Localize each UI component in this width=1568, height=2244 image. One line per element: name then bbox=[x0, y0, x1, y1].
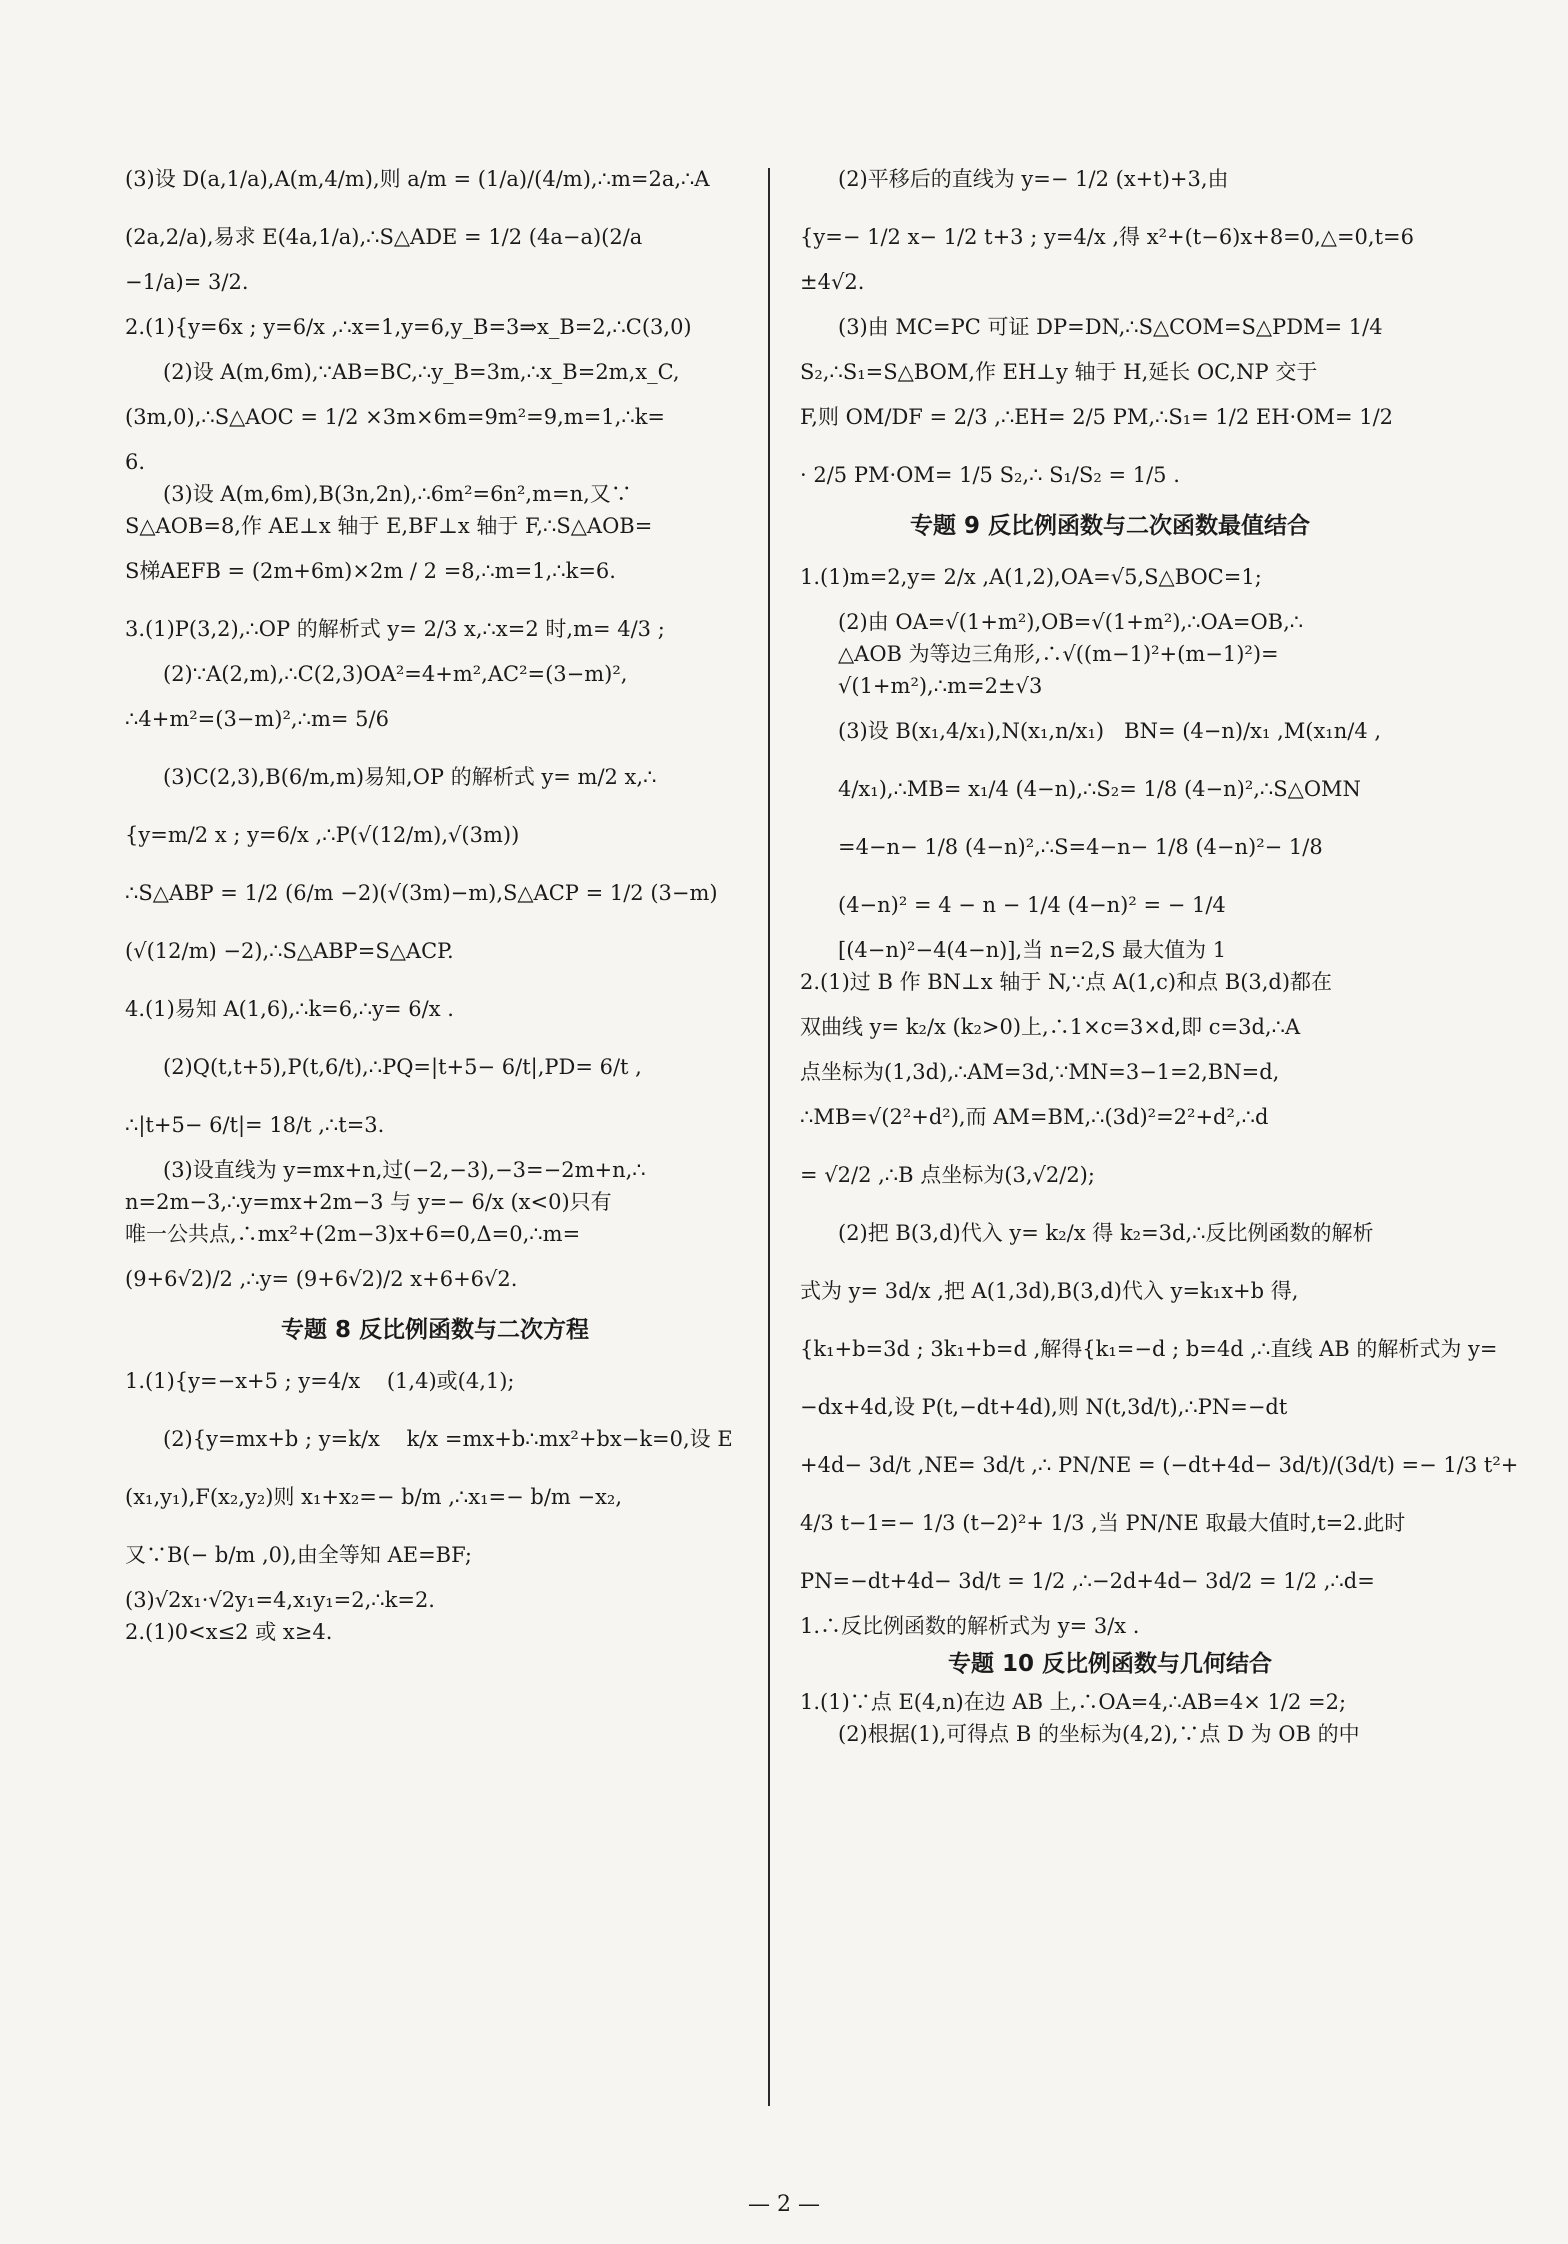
text-line: √(1+m²),∴m=2±√3 bbox=[838, 674, 1043, 698]
text-line: (2)把 B(3,d)代入 y= k₂/x 得 k₂=3d,∴反比例函数的解析 bbox=[838, 1221, 1374, 1245]
text-line: · 2/5 PM·OM= 1/5 S₂,∴ S₁/S₂ = 1/5 . bbox=[800, 463, 1180, 487]
text-line: F,则 OM/DF = 2/3 ,∴EH= 2/5 PM,∴S₁= 1/2 EH·OM= 1/2 bbox=[800, 405, 1394, 429]
text-line: [(4−n)²−4(4−n)],当 n=2,S 最大值为 1 bbox=[838, 938, 1227, 962]
text-line: (3)设 A(m,6m),B(3n,2n),∴6m²=6n²,m=n,又∵ bbox=[163, 482, 632, 506]
text-line: ±4√2. bbox=[800, 270, 865, 294]
text-line: (2){y=mx+b ; y=k/x k/x =mx+b∴mx²+bx−k=0,设 E bbox=[163, 1427, 733, 1451]
text-line: (3)设直线为 y=mx+n,过(−2,−3),−3=−2m+n,∴ bbox=[163, 1158, 646, 1182]
text-line: △AOB 为等边三角形,∴√((m−1)²+(m−1)²)= bbox=[838, 642, 1279, 666]
text-line: (9+6√2)/2 ,∴y= (9+6√2)/2 x+6+6√2. bbox=[125, 1267, 518, 1291]
section-heading-9: 专题 9 反比例函数与二次函数最值结合 bbox=[909, 513, 1311, 539]
text-line: (3)设 B(x₁,4/x₁),N(x₁,n/x₁) BN= (4−n)/x₁ ,M(x₁n/4 , bbox=[838, 719, 1382, 743]
text-line: S梯AEFB = (2m+6m)×2m / 2 =8,∴m=1,∴k=6. bbox=[125, 559, 616, 583]
text-line: +4d− 3d/t ,NE= 3d/t ,∴ PN/NE = (−dt+4d− 3d/t)/(3d/t) =− 1/3 t²+ bbox=[800, 1453, 1519, 1477]
text-line: 式为 y= 3d/x ,把 A(1,3d),B(3,d)代入 y=k₁x+b 得, bbox=[800, 1279, 1299, 1303]
text-line: S₂,∴S₁=S△BOM,作 EH⊥y 轴于 H,延长 OC,NP 交于 bbox=[800, 360, 1318, 384]
text-line: 又∵B(− b/m ,0),由全等知 AE=BF; bbox=[125, 1543, 473, 1567]
text-line: (3)设 D(a,1/a),A(m,4/m),则 a/m = (1/a)/(4/m),∴m=2a,∴A bbox=[125, 167, 710, 191]
text-line: −dx+4d,设 P(t,−dt+4d),则 N(t,3d/t),∴PN=−dt bbox=[800, 1395, 1288, 1419]
text-line: 2.(1)过 B 作 BN⊥x 轴于 N,∵点 A(1,c)和点 B(3,d)都在 bbox=[800, 970, 1333, 994]
text-line: 3.(1)P(3,2),∴OP 的解析式 y= 2/3 x,∴x=2 时,m= 4/3 ; bbox=[125, 617, 665, 641]
text-line: {y=m/2 x ; y=6/x ,∴P(√(12/m),√(3m)) bbox=[125, 823, 520, 847]
text-line: 双曲线 y= k₂/x (k₂>0)上,∴1×c=3×d,即 c=3d,∴A bbox=[800, 1015, 1301, 1039]
text-line: 6. bbox=[125, 450, 146, 474]
text-line: 4/x₁),∴MB= x₁/4 (4−n),∴S₂= 1/8 (4−n)²,∴S△OMN bbox=[838, 777, 1361, 801]
section-heading-8: 专题 8 反比例函数与二次方程 bbox=[280, 1317, 590, 1343]
text-line: ∴S△ABP = 1/2 (6/m −2)(√(3m)−m),S△ACP = 1/2 (3−m) bbox=[125, 881, 718, 905]
text-line: 2.(1)0<x≤2 或 x≥4. bbox=[125, 1620, 333, 1644]
text-line: (2)设 A(m,6m),∵AB=BC,∴y_B=3m,∴x_B=2m,x_C, bbox=[163, 360, 680, 384]
text-line: (2)Q(t,t+5),P(t,6/t),∴PQ=|t+5− 6/t|,PD= 6/t , bbox=[163, 1055, 642, 1079]
column-divider bbox=[768, 168, 770, 2106]
right-column bbox=[800, 150, 1519, 1750]
text-line: (3)√2x₁·√2y₁=4,x₁y₁=2,∴k=2. bbox=[125, 1588, 435, 1612]
text-line: 点坐标为(1,3d),∴AM=3d,∵MN=3−1=2,BN=d, bbox=[800, 1060, 1280, 1084]
text-line: ∴|t+5− 6/t|= 18/t ,∴t=3. bbox=[125, 1113, 385, 1137]
text-line: (3)由 MC=PC 可证 DP=DN,∴S△COM=S△PDM= 1/4 bbox=[838, 315, 1383, 339]
text-line: = √2/2 ,∴B 点坐标为(3,√2/2); bbox=[800, 1163, 1095, 1187]
text-line: (2)平移后的直线为 y=− 1/2 (x+t)+3,由 bbox=[838, 167, 1229, 191]
text-line: ∴4+m²=(3−m)²,∴m= 5/6 bbox=[125, 707, 389, 731]
text-line: 1.(1)∵点 E(4,n)在边 AB 上,∴OA=4,∴AB=4× 1/2 =2; bbox=[800, 1690, 1347, 1714]
text-line: {k₁+b=3d ; 3k₁+b=d ,解得{k₁=−d ; b=4d ,∴直线 AB 的解析式为 y= bbox=[800, 1337, 1498, 1361]
text-line: 1.∴反比例函数的解析式为 y= 3/x . bbox=[800, 1614, 1140, 1638]
text-line: PN=−dt+4d− 3d/t = 1/2 ,∴−2d+4d− 3d/2 = 1/2 ,∴d= bbox=[800, 1569, 1375, 1593]
section-heading-10: 专题 10 反比例函数与几何结合 bbox=[947, 1651, 1273, 1677]
text-line: 1.(1)m=2,y= 2/x ,A(1,2),OA=√5,S△BOC=1; bbox=[800, 565, 1262, 589]
text-line: {y=− 1/2 x− 1/2 t+3 ; y=4/x ,得 x²+(t−6)x+8=0,△=0,t=6 bbox=[800, 225, 1414, 249]
text-line: 4.(1)易知 A(1,6),∴k=6,∴y= 6/x . bbox=[125, 997, 454, 1021]
text-line: −1/a)= 3/2. bbox=[125, 270, 249, 294]
text-line: 唯一公共点,∴mx²+(2m−3)x+6=0,Δ=0,∴m= bbox=[125, 1222, 581, 1246]
text-line: 2.(1){y=6x ; y=6/x ,∴x=1,y=6,y_B=3⇒x_B=2,∴C(3,0) bbox=[125, 315, 692, 339]
text-line: 1.(1){y=−x+5 ; y=4/x (1,4)或(4,1); bbox=[125, 1369, 515, 1393]
text-line: ∴MB=√(2²+d²),而 AM=BM,∴(3d)²=2²+d²,∴d bbox=[800, 1105, 1269, 1129]
text-line: (2)根据(1),可得点 B 的坐标为(4,2),∵点 D 为 OB 的中 bbox=[838, 1722, 1360, 1746]
text-line: (4−n)² = 4 − n − 1/4 (4−n)² = − 1/4 bbox=[838, 893, 1226, 917]
left-column bbox=[125, 150, 745, 1648]
text-line: n=2m−3,∴y=mx+2m−3 与 y=− 6/x (x<0)只有 bbox=[125, 1190, 612, 1214]
text-line: (x₁,y₁),F(x₂,y₂)则 x₁+x₂=− b/m ,∴x₁=− b/m −x₂, bbox=[125, 1485, 623, 1509]
text-line: =4−n− 1/8 (4−n)²,∴S=4−n− 1/8 (4−n)²− 1/8 bbox=[838, 835, 1323, 859]
text-line: 4/3 t−1=− 1/3 (t−2)²+ 1/3 ,当 PN/NE 取最大值时,t=2.此时 bbox=[800, 1511, 1406, 1535]
text-line: S△AOB=8,作 AE⊥x 轴于 E,BF⊥x 轴于 F,∴S△AOB= bbox=[125, 514, 653, 538]
text-line: (2)∵A(2,m),∴C(2,3)OA²=4+m²,AC²=(3−m)², bbox=[163, 662, 628, 686]
text-line: (2)由 OA=√(1+m²),OB=√(1+m²),∴OA=OB,∴ bbox=[838, 610, 1304, 634]
text-line: (3m,0),∴S△AOC = 1/2 ×3m×6m=9m²=9,m=1,∴k= bbox=[125, 405, 666, 429]
text-line: (√(12/m) −2),∴S△ABP=S△ACP. bbox=[125, 939, 454, 963]
text-line: (2a,2/a),易求 E(4a,1/a),∴S△ADE = 1/2 (4a−a)(2/a bbox=[125, 225, 643, 249]
text-line: (3)C(2,3),B(6/m,m)易知,OP 的解析式 y= m/2 x,∴ bbox=[163, 765, 657, 789]
page-number: — 2 — bbox=[748, 2192, 820, 2217]
